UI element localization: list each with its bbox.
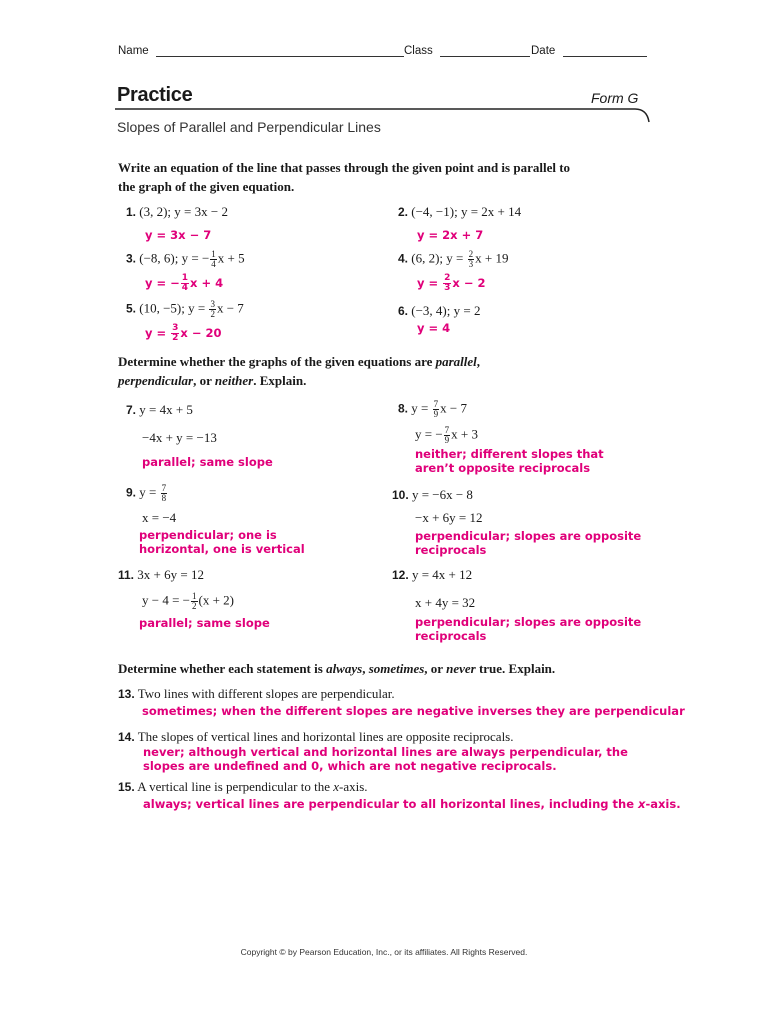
answer-7: parallel; same slope <box>142 455 273 469</box>
problem-number: 12. <box>392 568 409 582</box>
problem-5 <box>126 300 244 319</box>
equation: y = 3x − 2 <box>174 204 228 219</box>
problem-number: 3. <box>126 251 137 266</box>
date-field <box>531 44 647 57</box>
problem-9-eq2: x = −4 <box>142 510 177 525</box>
denominator: 8 <box>161 493 167 503</box>
point: (6, 2); <box>411 250 447 266</box>
problem-number: 8. <box>398 401 409 416</box>
problem-7 <box>126 402 193 418</box>
equation-post: x − 7 <box>440 400 467 416</box>
answer-8: neither; different slopes that aren’t opposite reciprocals <box>415 447 604 475</box>
answer-pre: y = <box>417 276 443 290</box>
text: , or <box>424 661 447 676</box>
problem-14 <box>118 729 514 745</box>
emphasis: perpendicular <box>118 373 194 388</box>
date-label: Date <box>531 45 556 57</box>
fraction <box>468 250 475 269</box>
equation-1: 3x + 6y = 12 <box>137 567 204 582</box>
numerator: 7 <box>433 399 439 409</box>
numerator: 1 <box>181 273 189 283</box>
problem-10-eq2: −x + 6y = 12 <box>415 510 483 525</box>
answer-15 <box>143 797 681 811</box>
variable: x <box>638 797 646 811</box>
answer-post: x + 4 <box>190 276 224 290</box>
answer-14: never; although vertical and horizontal lines are always perpendicular, the slopes are undefined and 0, which are not negative reciprocals. <box>143 745 628 773</box>
problem-2 <box>398 204 521 220</box>
fraction <box>209 300 216 319</box>
denominator: 2 <box>172 333 179 343</box>
problem-12 <box>392 567 472 583</box>
problem-number: 7. <box>126 403 137 417</box>
problem-number: 14. <box>118 730 135 744</box>
equation-pre: y = − <box>415 426 443 442</box>
equation-1: y = −6x − 8 <box>411 487 473 502</box>
problem-13 <box>118 686 395 702</box>
numerator: 3 <box>210 299 215 309</box>
problem-6 <box>398 303 480 319</box>
answer-10: perpendicular; slopes are opposite reciprocals <box>415 529 642 557</box>
problem-number: 4. <box>398 251 409 266</box>
statement: The slopes of vertical lines and horizontal lines are opposite reciprocals. <box>137 729 514 744</box>
equation-post: x + 19 <box>475 250 509 266</box>
problem-12-eq2: x + 4y = 32 <box>415 595 476 610</box>
statement-text: -axis. <box>339 779 368 794</box>
numerator: 2 <box>468 249 474 259</box>
equation-post: x − 7 <box>216 300 244 316</box>
problem-8 <box>398 400 467 419</box>
equation-1: y = 4x + 12 <box>411 567 473 582</box>
equation-post: x + 5 <box>217 250 245 266</box>
numerator: 3 <box>172 323 179 333</box>
fraction <box>181 274 189 293</box>
page-subtitle: Slopes of Parallel and Perpendicular Lines <box>117 119 381 135</box>
equation-pre: y = <box>188 300 209 316</box>
problem-10 <box>392 487 473 503</box>
problem-number: 2. <box>398 205 409 219</box>
denominator: 3 <box>468 259 474 269</box>
equation-pre: y = <box>139 484 160 500</box>
point: (−8, 6); <box>139 250 182 266</box>
denominator: 9 <box>444 435 450 445</box>
answer-6: y = 4 <box>417 321 451 335</box>
name-label: Name <box>118 45 149 57</box>
answer-12: perpendicular; slopes are opposite reciprocals <box>415 615 642 643</box>
problem-number: 5. <box>126 301 137 316</box>
denominator: 2 <box>210 309 215 319</box>
answer-pre: y = <box>145 326 171 340</box>
emphasis: parallel <box>435 354 477 369</box>
numerator: 7 <box>161 483 167 493</box>
name-blank <box>156 44 404 57</box>
text: . Explain. <box>253 373 307 388</box>
problem-4 <box>398 250 508 269</box>
point: (10, −5); <box>139 300 189 316</box>
problem-number: 10. <box>392 488 409 502</box>
numerator: 7 <box>444 425 450 435</box>
answer-3 <box>145 274 223 293</box>
answer-pre: y = − <box>145 276 180 290</box>
problem-3 <box>126 250 245 269</box>
statement: Two lines with different slopes are perpendicular. <box>137 686 395 701</box>
point: (−3, 4); <box>411 303 454 318</box>
fraction <box>161 484 168 503</box>
answer-2: y = 2x + 7 <box>417 228 484 242</box>
problem-number: 6. <box>398 304 409 318</box>
text: , <box>362 661 369 676</box>
equation-1: y = 4x + 5 <box>139 402 193 417</box>
emphasis: sometimes <box>368 661 425 676</box>
point: (−4, −1); <box>411 204 461 219</box>
denominator: 3 <box>444 283 451 293</box>
statement-text: A vertical line is perpendicular to the <box>137 779 334 794</box>
equation-pre: y = <box>411 400 432 416</box>
text: true. Explain. <box>475 661 556 676</box>
answer-4 <box>417 274 485 293</box>
problem-8-eq2 <box>415 426 478 445</box>
equation-pre: y = <box>446 250 467 266</box>
equation-post: x + 3 <box>451 426 479 442</box>
problem-number: 13. <box>118 687 135 701</box>
class-blank <box>440 44 530 57</box>
fraction <box>433 400 440 419</box>
text: , or <box>193 373 215 388</box>
numerator: 1 <box>211 249 216 259</box>
equation-pre: y − 4 = − <box>142 592 190 608</box>
answer-9: perpendicular; one is horizontal, one is vertical <box>139 528 305 556</box>
fraction <box>191 592 198 611</box>
denominator: 4 <box>211 259 216 269</box>
point: (3, 2); <box>139 204 175 219</box>
equation-post: (x + 2) <box>198 592 234 608</box>
problem-number: 1. <box>126 205 137 219</box>
name-field <box>118 44 404 57</box>
date-blank <box>563 44 647 57</box>
copyright: Copyright © by Pearson Education, Inc., or its affiliates. All Rights Reserved. <box>240 947 528 957</box>
class-field <box>404 44 530 57</box>
answer-text: -axis. <box>645 797 681 811</box>
problem-number: 15. <box>118 780 135 794</box>
numerator: 2 <box>444 273 451 283</box>
answer-11: parallel; same slope <box>139 616 270 630</box>
text: Determine whether the graphs of the given equations are <box>118 354 436 369</box>
equation: y = 2x + 14 <box>460 204 522 219</box>
section2-instruction <box>118 352 558 390</box>
answer-post: x − 20 <box>180 326 222 340</box>
numerator: 1 <box>192 591 197 601</box>
fraction <box>210 250 217 269</box>
text: , <box>476 354 481 369</box>
section1-instruction: Write an equation of the line that passes through the given point and is parallel to the graph of the given equation. <box>118 160 571 194</box>
answer-13: sometimes; when the different slopes are negative inverses they are perpendicular <box>142 704 685 718</box>
emphasis: neither <box>214 373 254 388</box>
section3-instruction <box>118 659 658 678</box>
problem-15 <box>118 779 368 795</box>
problem-7-eq2: −4x + y = −13 <box>142 430 217 445</box>
emphasis: always <box>326 661 363 676</box>
answer-post: x − 2 <box>452 276 486 290</box>
variable: x <box>333 779 340 794</box>
problem-1 <box>126 204 228 220</box>
page-title: Practice <box>117 84 193 106</box>
answer-5 <box>145 324 221 343</box>
class-label: Class <box>404 45 433 57</box>
equation-pre: y = − <box>181 250 210 266</box>
form-label: Form G <box>591 90 639 106</box>
answer-1: y = 3x − 7 <box>145 228 212 242</box>
problem-11-eq2 <box>142 592 234 611</box>
fraction <box>444 426 451 445</box>
denominator: 2 <box>192 601 197 611</box>
problem-9 <box>126 484 168 503</box>
fraction <box>443 274 451 293</box>
emphasis: never <box>446 661 476 676</box>
answer-text: always; vertical lines are perpendicular to all horizontal lines, including the <box>143 797 639 811</box>
denominator: 4 <box>181 283 189 293</box>
problem-11 <box>118 567 204 583</box>
denominator: 9 <box>433 409 439 419</box>
fraction <box>171 324 179 343</box>
equation: y = 2 <box>453 303 481 318</box>
problem-number: 11. <box>118 568 135 582</box>
problem-number: 9. <box>126 485 137 500</box>
text: Determine whether each statement is <box>118 661 327 676</box>
